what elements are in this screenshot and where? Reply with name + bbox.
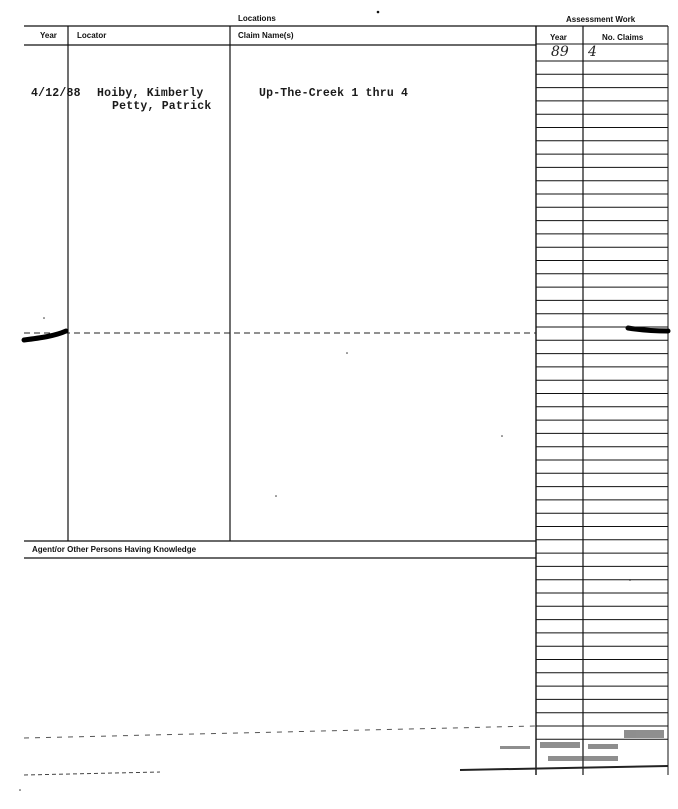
assessment-claims-value: 4 [588, 44, 597, 60]
assessment-year-value: 89 [551, 44, 569, 60]
no-claims-column-header: No. Claims [602, 33, 644, 42]
claim-name: Up-The-Creek 1 thru 4 [259, 87, 409, 100]
assessment-year-column-header: Year [550, 33, 567, 42]
location-date: 4/12/88 [31, 87, 81, 100]
agent-section-heading: Agent/or Other Persons Having Knowledge [32, 545, 197, 554]
locator-column-header: Locator [77, 31, 107, 40]
locations-heading: Locations [238, 14, 276, 23]
locator-name-2: Petty, Patrick [112, 100, 212, 113]
locator-name-1: Hoiby, Kimberly [97, 87, 204, 100]
assessment-work-heading: Assessment Work [566, 15, 636, 24]
claim-names-column-header: Claim Name(s) [238, 31, 294, 40]
year-column-header: Year [40, 31, 57, 40]
